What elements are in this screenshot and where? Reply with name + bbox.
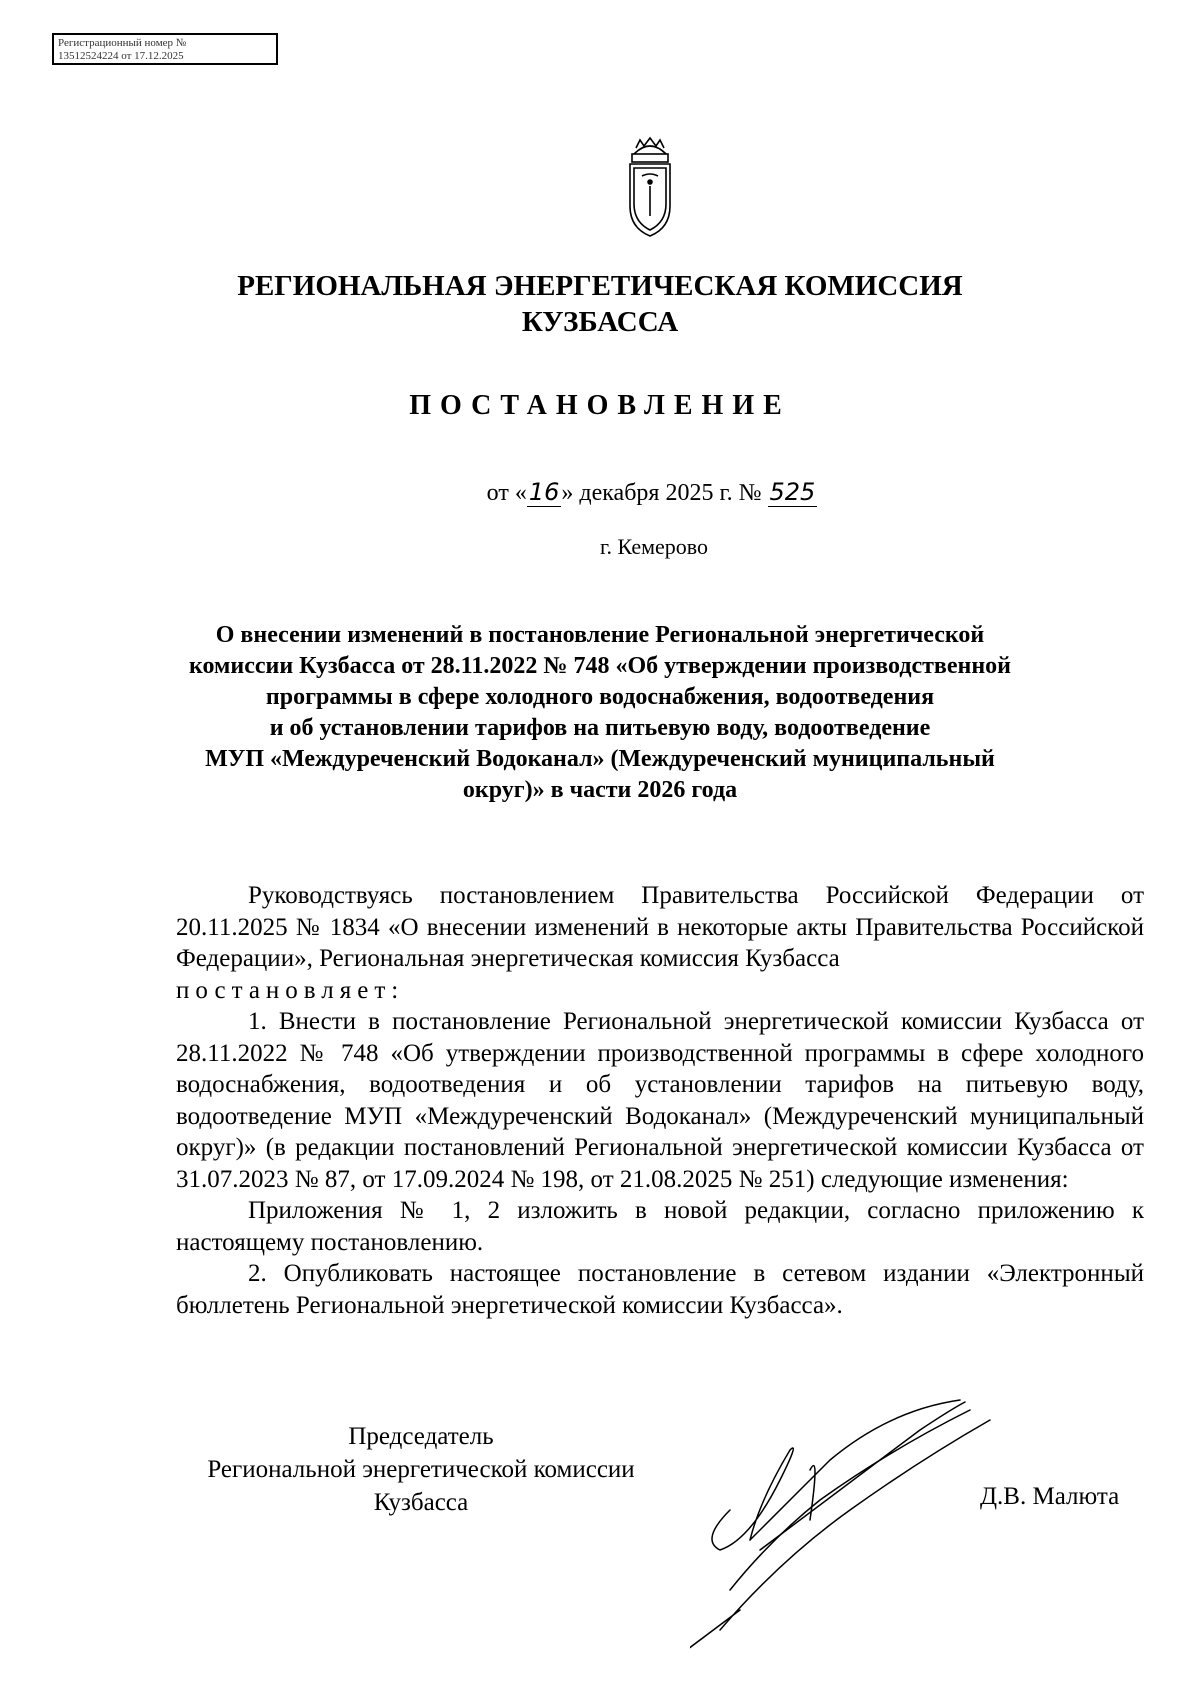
registration-stamp [52, 33, 278, 65]
document-title-line: О внесении изменений в постановление Региональной энергетической [215, 622, 985, 648]
handwritten-signature [690, 1390, 1070, 1690]
document-title-line: МУП «Междуреченский Водоканал» (Междуреченский муниципальный [205, 746, 995, 772]
signatory-title-line3: Кузбасса [373, 1489, 469, 1516]
preamble-paragraph [176, 880, 1144, 975]
signatory-name: Д.В. Малюта [980, 1483, 1120, 1510]
city: г. Кемерово [599, 534, 709, 559]
clause-1-change: Приложения № 1, 2 изложить в новой редакции, согласно приложению к настоящему постановлению. [176, 1197, 1144, 1256]
coat-of-arms-icon [622, 136, 678, 238]
date-prefix: от « [486, 480, 527, 506]
signatory-title-line2: Региональной энергетической комиссии [207, 1456, 635, 1483]
document-title-line: программы в сфере холодного водоснабжения, водоотведения [265, 684, 935, 710]
registration-stamp-number: 13512524224 от 17.12.2025 [58, 50, 184, 62]
document-title-line: округ)» в части 2026 года [462, 777, 738, 803]
decree-word [176, 975, 1144, 1007]
document-title-line: комиссии Кузбасса от 28.11.2022 № 748 «Об утверждении производственной [188, 653, 1012, 679]
decree-word-text: постановляет: [176, 976, 405, 1004]
handwritten-day: 16 [528, 478, 560, 506]
clause-2: 2. Опубликовать настоящее постановление в сетевом издании «Электронный бюллетень Региональной энергетической комиссии Кузбасса». [176, 1260, 1144, 1319]
registration-stamp-label: Регистрационный номер № [58, 37, 187, 49]
signatory-title [176, 1420, 666, 1519]
date-middle: » декабря 2025 г. № [561, 480, 762, 506]
organization-name [0, 268, 1200, 340]
organization-name-line1: РЕГИОНАЛЬНАЯ ЭНЕРГЕТИЧЕСКАЯ КОМИССИЯ [237, 270, 963, 302]
organization-name-line2: КУЗБАССА [521, 306, 679, 338]
document-type: ПОСТАНОВЛЕНИЕ [409, 390, 791, 421]
document-title [0, 620, 1200, 806]
document-title-line: и об установлении тарифов на питьевую воду, водоотведение [269, 715, 931, 741]
document-body [176, 880, 1144, 1321]
handwritten-number: 525 [769, 478, 816, 506]
date-line [0, 478, 1200, 507]
clause-1: 1. Внести в постановление Региональной энергетической комиссии Кузбасса от 28.11.2022 № 748 «Об утверждении производственной программы в сфере холодного водоснабжения, водоотведения и об установлении тарифов на питьевую воду, водоотведение МУП «Междуреченский Водоканал» (Междуреченский муниципальный округ)» (в редакции постановлений Региональной энергетической комиссии Кузбасса от 31.07.2023 № 87, от 17.09.2024 № 198, от 21.08.2025 № 251) следующие изменения: [176, 1008, 1144, 1193]
signatory-title-line1: Председатель [348, 1423, 494, 1450]
preamble-text: Руководствуясь постановлением Правительства Российской Федерации от 20.11.2025 № 1834 «О внесении изменений в некоторые акты Правительства Российской Федерации», Региональная энергетическая комиссия Кузбасса [176, 882, 1144, 972]
